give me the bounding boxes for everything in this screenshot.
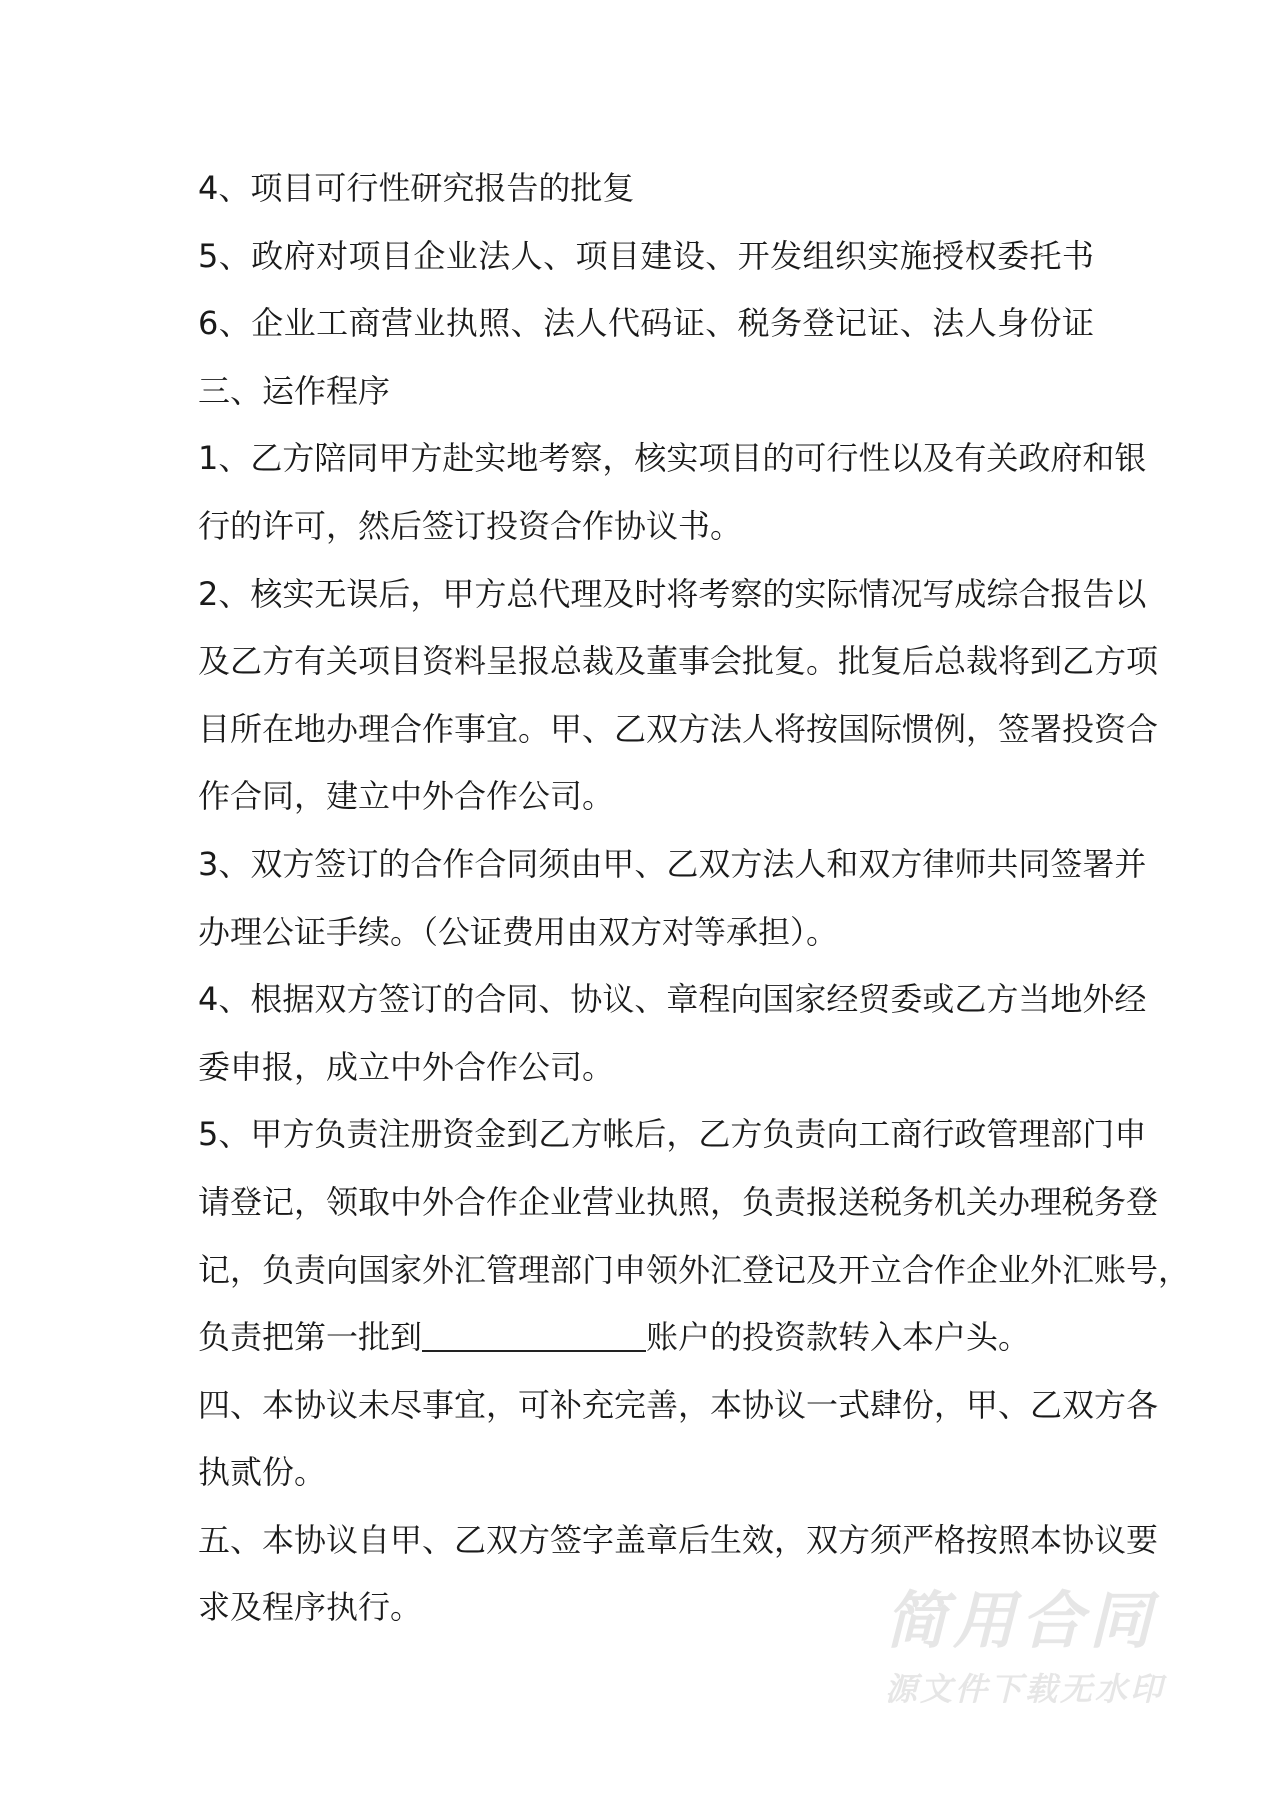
text-line: 行的许可，然后签订投资合作协议书。 [198, 506, 743, 545]
text-line: 4、根据双方签订的合同、协议、章程向国家经贸委或乙方当地外经 [198, 980, 1147, 1019]
text-line: 4、项目可行性研究报告的批复 [198, 169, 635, 207]
text-line: 执贰份。 [198, 1453, 327, 1492]
text-line: 请登记，领取中外合作企业营业执照，负责报送税务机关办理税务登 [198, 1182, 1159, 1221]
document-body [198, 155, 1191, 1642]
text-line: 办理公证手续。（公证费用由双方对等承担）。 [198, 912, 839, 951]
text-line: 5、政府对项目企业法人、项目建设、开发组织实施授权委托书 [198, 236, 1094, 275]
text-line: 目所在地办理合作事宜。甲、乙双方法人将按国际惯例，签署投资合 [198, 709, 1159, 748]
text-line: 5、甲方负责注册资金到乙方帐后，乙方负责向工商行政管理部门申 [198, 1115, 1147, 1154]
text-line: 求及程序执行。 [198, 1588, 423, 1627]
text-line: 1、乙方陪同甲方赴实地考察，核实项目的可行性以及有关政府和银 [198, 439, 1147, 478]
text-line: 委申报，成立中外合作公司。 [198, 1047, 615, 1086]
text-line: 6、企业工商营业执照、法人代码证、税务登记证、法人身份证 [198, 304, 1094, 343]
text-line: 四、本协议未尽事宜，可补充完善，本协议一式肆份，甲、乙双方各 [198, 1385, 1159, 1424]
text-line: 五、本协议自甲、乙双方签字盖章后生效，双方须严格按照本协议要 [198, 1520, 1159, 1559]
watermark-subtitle: 源文件下载无水印 [885, 1670, 1166, 1708]
text-line: 及乙方有关项目资料呈报总裁及董事会批复。批复后总裁将到乙方项 [198, 642, 1159, 681]
watermark-title: 简用合同 [885, 1584, 1158, 1657]
text-line: 2、核实无误后，甲方总代理及时将考察的实际情况写成综合报告以 [198, 574, 1147, 613]
text-before-blank: 负责把第一批到 [198, 1318, 423, 1357]
text-after-blank: 账户的投资款转入本户头。 [646, 1318, 1031, 1357]
text-line: 作合同，建立中外合作公司。 [198, 777, 615, 816]
watermark [885, 1585, 1185, 1711]
fill-in-blank[interactable] [422, 1320, 646, 1352]
text-line: 三、运作程序 [198, 371, 391, 410]
text-line: 3、双方签订的合作合同须由甲、乙双方法人和双方律师共同签署并 [198, 844, 1147, 883]
text-line: 记，负责向国家外汇管理部门申领外汇登记及开立合作企业外汇账号， [198, 1250, 1191, 1289]
text-line [198, 1304, 1094, 1372]
